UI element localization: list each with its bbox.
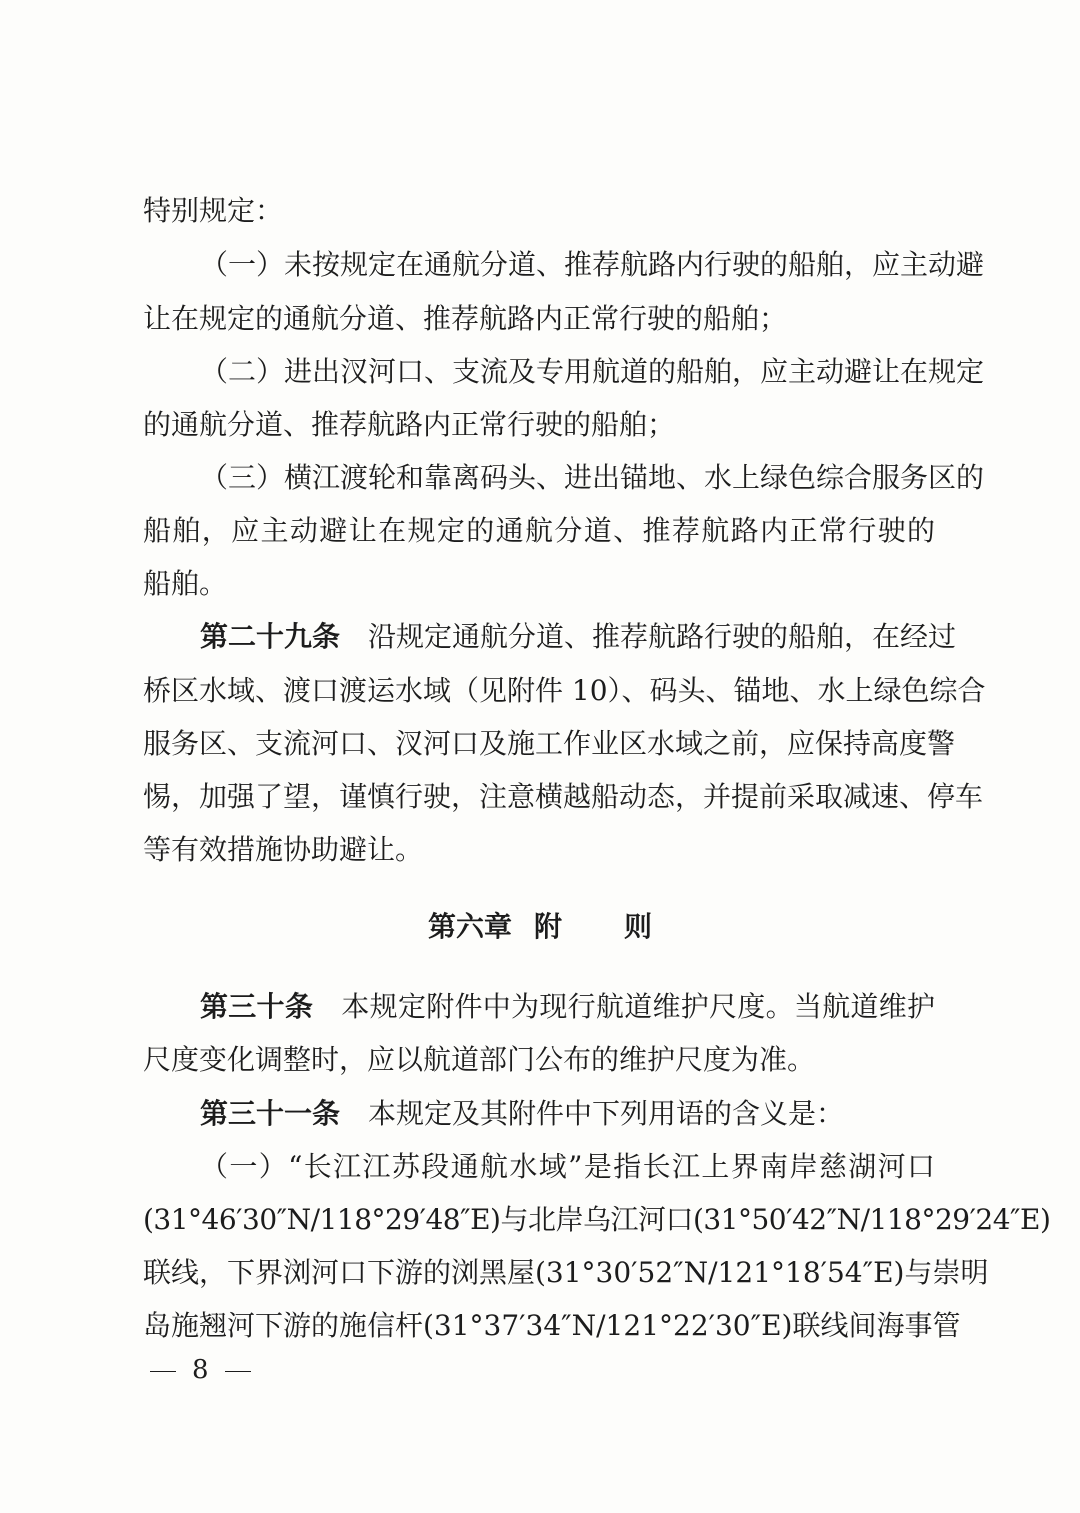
article-29-heading: 第二十九条 (200, 620, 341, 653)
article-30-first-line (200, 987, 935, 1027)
item-one-line-1: （一）未按规定在通航分道、推荐航路内行驶的船舶，应主动避 (200, 248, 985, 281)
page-number-dash-right (225, 1371, 251, 1372)
article-31-text: 本规定及其附件中下列用语的含义是： (368, 1097, 845, 1130)
article-29-line-4: 惕，加强了望，谨慎行驶，注意横越船动态，并提前采取减速、停车 (143, 780, 984, 813)
text-line-continuation: 特别规定： (143, 194, 284, 227)
page-number-value: 8 (192, 1355, 209, 1385)
chapter-title-part-2: 则 (624, 910, 653, 943)
article-30-text: 本规定附件中为现行航道维护尺度。当航道维护 (341, 990, 935, 1023)
article-29-first-line (200, 617, 957, 657)
chapter-title-part-1: 附 (533, 910, 562, 943)
article-30-heading: 第三十条 (200, 990, 314, 1023)
article-29-text: 沿规定通航分道、推荐航路行驶的船舶，在经过 (368, 620, 957, 653)
page-number (150, 1352, 251, 1388)
chapter-heading (0, 905, 1080, 949)
item-three-line-1: （三）横江渡轮和靠离码头、进出锚地、水上绿色综合服务区的 (200, 461, 985, 494)
article-31-item-1-line-2: (31°46′30″N/118°29′48″E)与北岸乌江河口(31°50′42″N/118°29′24″E) (143, 1203, 1051, 1236)
article-30-line-2: 尺度变化调整时，应以航道部门公布的维护尺度为准。 (143, 1043, 816, 1076)
item-three-line-2: 船舶，应主动避让在规定的通航分道、推荐航路内正常行驶的 (143, 514, 935, 547)
article-29-line-2: 桥区水域、渡口渡运水域（见附件 10）、码头、锚地、水上绿色综合 (143, 674, 986, 707)
item-one-line-2: 让在规定的通航分道、推荐航路内正常行驶的船舶； (143, 302, 788, 335)
article-31-item-1-line-4: 岛施翘河下游的施信杆(31°37′34″N/121°22′30″E)联线间海事管 (143, 1309, 961, 1342)
item-two-line-1: （二）进出汊河口、支流及专用航道的船舶，应主动避让在规定 (200, 355, 985, 388)
item-two-line-2: 的通航分道、推荐航路内正常行驶的船舶； (143, 408, 676, 441)
article-31-first-line (200, 1094, 935, 1134)
article-31-heading: 第三十一条 (200, 1097, 341, 1130)
article-29-line-5: 等有效措施协助避让。 (143, 833, 424, 866)
chapter-number: 第六章 (427, 910, 512, 943)
item-three-line-3: 船舶。 (143, 567, 228, 600)
article-31-item-1-line-3: 联线，下界浏河口下游的浏黑屋(31°30′52″N/121°18′54″E)与崇明 (143, 1256, 989, 1289)
page-number-dash-left (150, 1371, 176, 1372)
article-29-line-3: 服务区、支流河口、汊河口及施工作业区水域之前，应保持高度警 (143, 727, 956, 760)
article-31-item-1-line-1: （一）“长江江苏段通航水域”是指长江上界南岸慈湖河口 (200, 1150, 935, 1183)
